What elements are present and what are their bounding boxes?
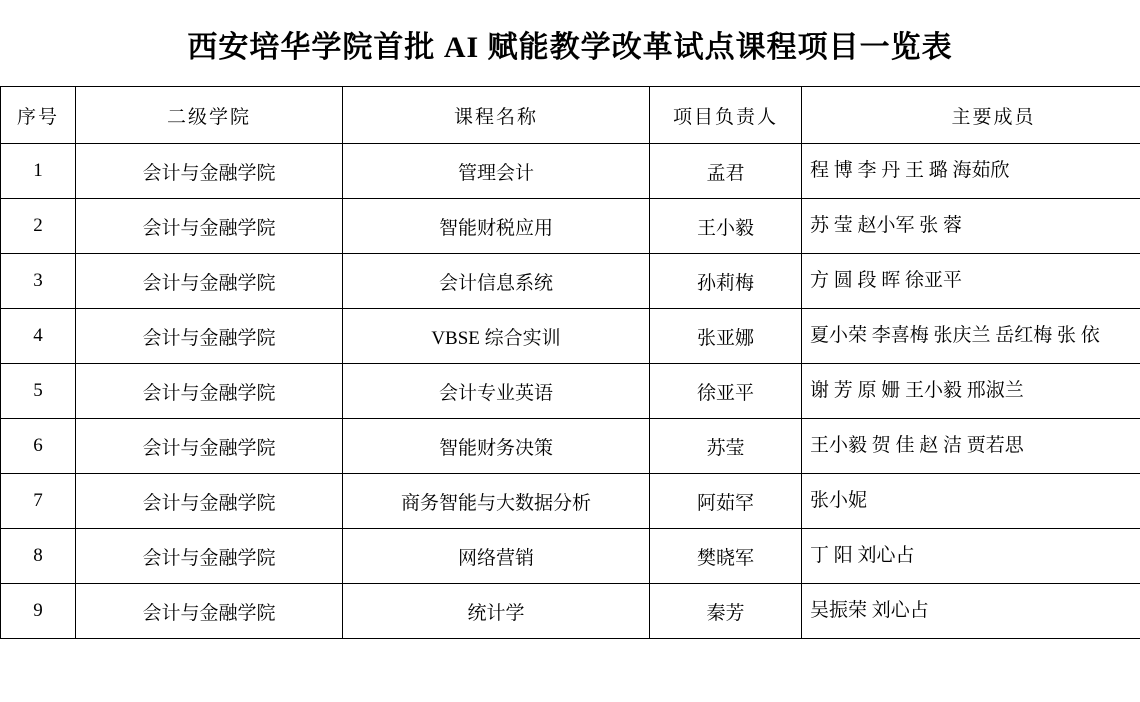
document-page — [0, 22, 1140, 702]
cell-course: 智能财税应用 — [343, 199, 650, 254]
cell-college: 会计与金融学院 — [76, 364, 343, 419]
header-cell-members: 主要成员 — [802, 87, 1140, 144]
header-cell-no: 序号 — [1, 87, 76, 144]
cell-leader: 秦芳 — [650, 584, 802, 639]
header-cell-leader: 项目负责人 — [650, 87, 802, 144]
project-table — [0, 86, 1140, 639]
table-body — [1, 144, 1140, 639]
table-header-row — [1, 87, 1140, 144]
table-row — [1, 254, 1140, 309]
cell-college: 会计与金融学院 — [76, 199, 343, 254]
cell-leader: 孙莉梅 — [650, 254, 802, 309]
cell-college: 会计与金融学院 — [76, 529, 343, 584]
cell-no: 5 — [1, 364, 76, 419]
cell-members: 夏小荣 李喜梅 张庆兰 岳红梅 张 依 — [802, 309, 1140, 364]
cell-college: 会计与金融学院 — [76, 474, 343, 529]
cell-leader: 孟君 — [650, 144, 802, 199]
cell-leader: 阿茹罕 — [650, 474, 802, 529]
cell-college: 会计与金融学院 — [76, 254, 343, 309]
table-row — [1, 474, 1140, 529]
page-title: 西安培华学院首批 AI 赋能教学改革试点课程项目一览表 — [0, 22, 1140, 66]
table-row — [1, 144, 1140, 199]
cell-members: 丁 阳 刘心占 — [802, 529, 1140, 584]
cell-no: 8 — [1, 529, 76, 584]
cell-no: 1 — [1, 144, 76, 199]
cell-members: 谢 芳 原 姗 王小毅 邢淑兰 — [802, 364, 1140, 419]
cell-course: 智能财务决策 — [343, 419, 650, 474]
cell-course: 统计学 — [343, 584, 650, 639]
cell-no: 2 — [1, 199, 76, 254]
cell-course: 网络营销 — [343, 529, 650, 584]
table-row — [1, 529, 1140, 584]
cell-no: 3 — [1, 254, 76, 309]
cell-no: 9 — [1, 584, 76, 639]
cell-college: 会计与金融学院 — [76, 309, 343, 364]
cell-college: 会计与金融学院 — [76, 144, 343, 199]
cell-leader: 王小毅 — [650, 199, 802, 254]
table-row — [1, 419, 1140, 474]
table-row — [1, 199, 1140, 254]
header-cell-college: 二级学院 — [76, 87, 343, 144]
table-row — [1, 309, 1140, 364]
cell-no: 6 — [1, 419, 76, 474]
cell-members: 王小毅 贺 佳 赵 洁 贾若思 — [802, 419, 1140, 474]
cell-no: 4 — [1, 309, 76, 364]
cell-course: 商务智能与大数据分析 — [343, 474, 650, 529]
cell-leader: 樊晓军 — [650, 529, 802, 584]
cell-members: 方 圆 段 晖 徐亚平 — [802, 254, 1140, 309]
cell-college: 会计与金融学院 — [76, 419, 343, 474]
cell-members: 苏 莹 赵小军 张 蓉 — [802, 199, 1140, 254]
table-header — [1, 87, 1140, 144]
table-row — [1, 364, 1140, 419]
cell-college: 会计与金融学院 — [76, 584, 343, 639]
cell-course: VBSE 综合实训 — [343, 309, 650, 364]
cell-members: 张小妮 — [802, 474, 1140, 529]
cell-leader: 苏莹 — [650, 419, 802, 474]
cell-members: 吴振荣 刘心占 — [802, 584, 1140, 639]
cell-no: 7 — [1, 474, 76, 529]
cell-leader: 张亚娜 — [650, 309, 802, 364]
header-cell-course: 课程名称 — [343, 87, 650, 144]
cell-members: 程 博 李 丹 王 璐 海茹欣 — [802, 144, 1140, 199]
cell-course: 会计专业英语 — [343, 364, 650, 419]
cell-course: 会计信息系统 — [343, 254, 650, 309]
cell-leader: 徐亚平 — [650, 364, 802, 419]
cell-course: 管理会计 — [343, 144, 650, 199]
table-row — [1, 584, 1140, 639]
